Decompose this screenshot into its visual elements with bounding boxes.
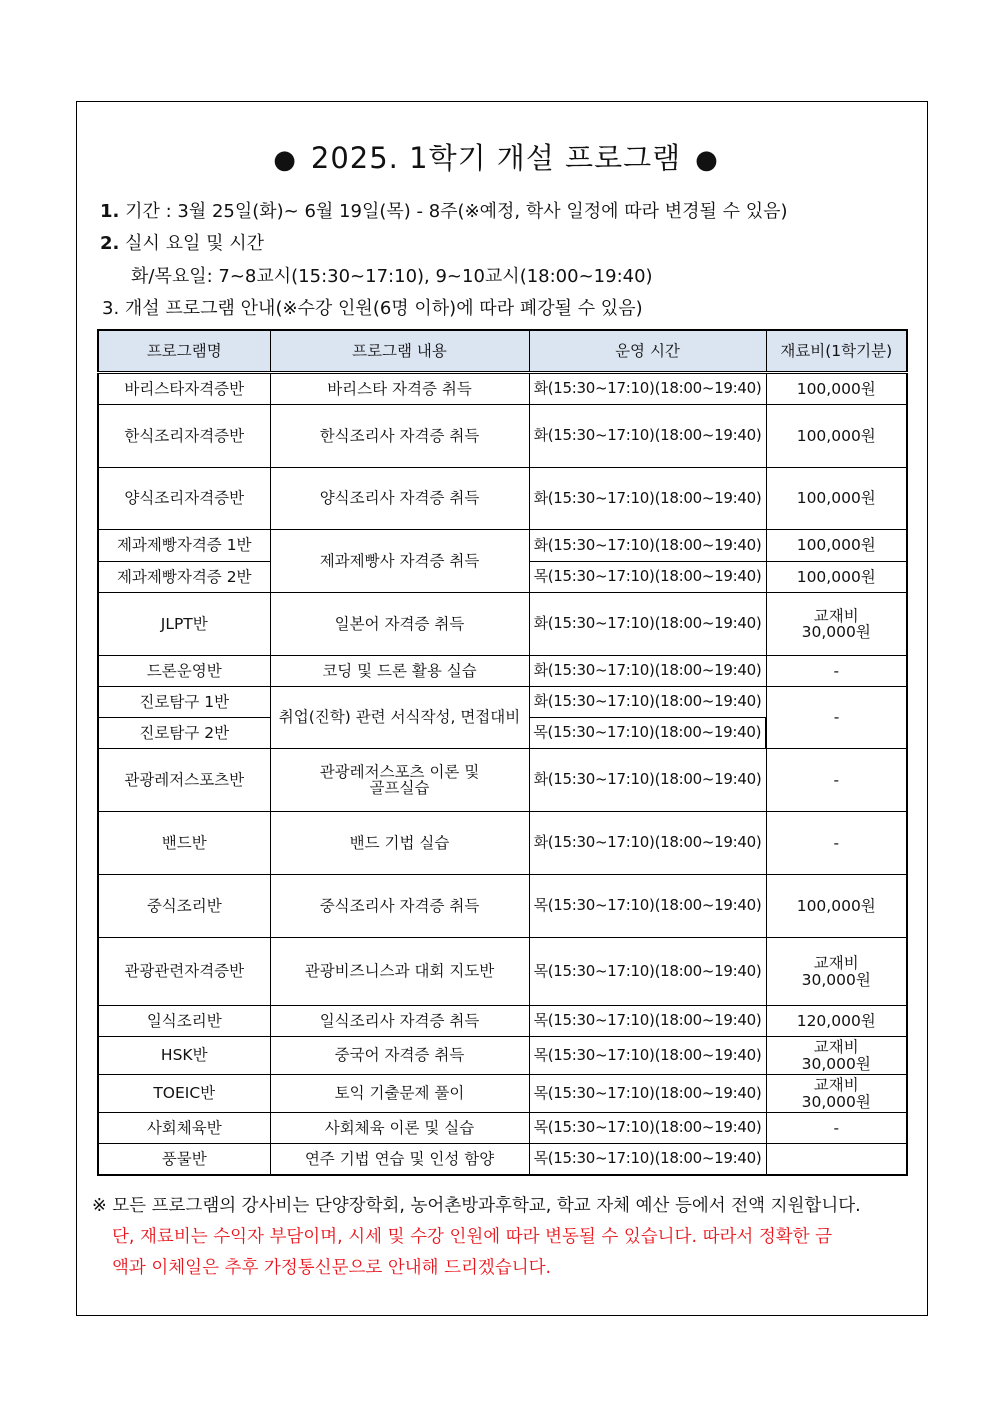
cell-fee: -: [766, 1113, 907, 1144]
cell-content: [270, 749, 529, 812]
cell-time: 목(15:30~17:10)(18:00~19:40): [529, 1075, 766, 1113]
cell-time: 화(15:30~17:10)(18:00~19:40): [529, 749, 766, 812]
cell-fee: [766, 1075, 907, 1113]
table-row: [98, 593, 907, 656]
cell-time: 화(15:30~17:10)(18:00~19:40): [529, 530, 766, 562]
table-row: [98, 938, 907, 1006]
cell-content: 연주 기법 연습 및 인성 함양: [270, 1144, 529, 1175]
cell-fee: [766, 938, 907, 1006]
cell-name: HSK반: [98, 1037, 270, 1075]
info-programs: 3. 개설 프로그램 안내(※수강 인원(6명 이하)에 따라 폐강될 수 있음): [102, 298, 643, 319]
info-period-text: 기간 : 3월 25일(화)~ 6월 19일(목) - 8주(※예정, 학사 일정에 따라 변경될 수 있음): [125, 201, 788, 222]
info-period: [100, 197, 788, 223]
cell-content: 바리스타 자격증 취득: [270, 373, 529, 405]
cell-content: 관광비즈니스과 대회 지도반: [270, 938, 529, 1006]
cell-fee: 100,000원: [766, 530, 907, 562]
cell-time: 목(15:30~17:10)(18:00~19:40): [529, 938, 766, 1006]
fee-amount: 30,000원: [801, 1092, 871, 1111]
info-schedule: [100, 229, 264, 255]
cell-content: 한식조리사 자격증 취득: [270, 405, 529, 468]
bullet-right-icon: ●: [695, 145, 719, 175]
cell-name: 진로탐구 1반: [98, 687, 270, 718]
table-row: [98, 1144, 907, 1175]
table-row: [98, 530, 907, 562]
cell-fee: 100,000원: [766, 562, 907, 593]
table-row: [98, 468, 907, 530]
cell-fee: -: [766, 687, 907, 749]
fee-amount: 30,000원: [801, 623, 871, 641]
cell-fee: [766, 1144, 907, 1175]
table-row: [98, 1006, 907, 1037]
table-row: [98, 373, 907, 405]
title-text: 2025. 1학기 개설 프로그램: [310, 141, 682, 175]
cell-name: 드론운영반: [98, 656, 270, 687]
cell-time: 목(15:30~17:10)(18:00~19:40): [529, 1006, 766, 1037]
cell-content: 일식조리사 자격증 취득: [270, 1006, 529, 1037]
cell-content: 사회체육 이론 및 실습: [270, 1113, 529, 1144]
cell-fee: -: [766, 812, 907, 875]
cell-content: 일본어 자격증 취득: [270, 593, 529, 656]
cell-content: 코딩 및 드론 활용 실습: [270, 656, 529, 687]
cell-name: JLPT반: [98, 593, 270, 656]
note-line-2: 단, 재료비는 수익자 부담이며, 시세 및 수강 인원에 따라 변동될 수 있습니다. 따라서 정확한 금: [112, 1227, 833, 1247]
funding-note: [92, 1191, 914, 1284]
cell-time: 목(15:30~17:10)(18:00~19:40): [529, 1113, 766, 1144]
cell-name: 중식조리반: [98, 875, 270, 938]
cell-time: 목(15:30~17:10)(18:00~19:40): [529, 1144, 766, 1175]
cell-fee: 100,000원: [766, 405, 907, 468]
cell-name: 진로탐구 2반: [98, 718, 270, 749]
cell-time: 화(15:30~17:10)(18:00~19:40): [529, 656, 766, 687]
cell-fee: 100,000원: [766, 373, 907, 405]
cell-time: 화(15:30~17:10)(18:00~19:40): [529, 593, 766, 656]
cell-fee: 100,000원: [766, 468, 907, 530]
cell-time: 화(15:30~17:10)(18:00~19:40): [529, 812, 766, 875]
cell-content: 중국어 자격증 취득: [270, 1037, 529, 1075]
table-row: [98, 875, 907, 938]
cell-time: 목(15:30~17:10)(18:00~19:40): [529, 1037, 766, 1075]
table-row: [98, 1113, 907, 1144]
cell-name: 풍물반: [98, 1144, 270, 1175]
table-header-row: [98, 330, 907, 373]
cell-name: 관광관련자격증반: [98, 938, 270, 1006]
cell-name: TOEIC반: [98, 1075, 270, 1113]
cell-fee: 120,000원: [766, 1006, 907, 1037]
cell-name: 관광레저스포츠반: [98, 749, 270, 812]
page-title: [0, 136, 992, 177]
info-number-1: 1.: [100, 201, 120, 222]
cell-content: 취업(진학) 관련 서식작성, 면접대비: [270, 687, 529, 749]
info-times: 화/목요일: 7~8교시(15:30~17:10), 9~10교시(18:00~19:40): [131, 266, 653, 287]
cell-fee: [766, 593, 907, 656]
table-row: [98, 405, 907, 468]
cell-fee: -: [766, 749, 907, 812]
table-row: [98, 1037, 907, 1075]
cell-name: 바리스타자격증반: [98, 373, 270, 405]
table-row: [98, 687, 907, 718]
cell-fee: [766, 1037, 907, 1075]
program-table: [97, 329, 908, 1176]
fee-label: 교재비: [813, 1038, 859, 1057]
fee-amount: 30,000원: [801, 970, 871, 989]
content-line-1: 관광레저스포츠 이론 및: [319, 762, 480, 781]
content-line-2: 골프실습: [369, 779, 430, 797]
cell-name: 일식조리반: [98, 1006, 270, 1037]
cell-name: 양식조리자격증반: [98, 468, 270, 530]
info-schedule-text: 실시 요일 및 시간: [125, 233, 264, 254]
table-row: [98, 749, 907, 812]
bullet-left-icon: ●: [273, 145, 297, 175]
cell-name: 한식조리자격증반: [98, 405, 270, 468]
cell-time: 목(15:30~17:10)(18:00~19:40): [529, 875, 766, 938]
header-content: 프로그램 내용: [270, 330, 529, 373]
header-name: 프로그램명: [98, 330, 270, 373]
cell-content: 토익 기출문제 풀이: [270, 1075, 529, 1113]
table-row: [98, 1075, 907, 1113]
note-line-3: 액과 이체일은 추후 가정통신문으로 안내해 드리겠습니다.: [112, 1258, 552, 1278]
cell-time: 화(15:30~17:10)(18:00~19:40): [529, 468, 766, 530]
cell-content: 밴드 기법 실습: [270, 812, 529, 875]
fee-label: 교재비: [813, 954, 859, 973]
cell-name: 밴드반: [98, 812, 270, 875]
cell-name: 제과제빵자격증 2반: [98, 562, 270, 593]
table-row: [98, 812, 907, 875]
cell-content: 제과제빵사 자격증 취득: [270, 530, 529, 593]
header-fee: 재료비(1학기분): [766, 330, 907, 373]
fee-amount: 30,000원: [801, 1054, 871, 1073]
cell-fee: 100,000원: [766, 875, 907, 938]
cell-content: 양식조리사 자격증 취득: [270, 468, 529, 530]
cell-time: 목(15:30~17:10)(18:00~19:40): [529, 718, 766, 749]
info-number-2: 2.: [100, 233, 120, 254]
cell-time: 화(15:30~17:10)(18:00~19:40): [529, 687, 766, 718]
cell-time: 화(15:30~17:10)(18:00~19:40): [529, 373, 766, 405]
cell-fee: -: [766, 656, 907, 687]
table-row: [98, 656, 907, 687]
fee-label: 교재비: [813, 606, 859, 625]
cell-time: 화(15:30~17:10)(18:00~19:40): [529, 405, 766, 468]
cell-name: 제과제빵자격증 1반: [98, 530, 270, 562]
cell-name: 사회체육반: [98, 1113, 270, 1144]
header-time: 운영 시간: [529, 330, 766, 373]
fee-label: 교재비: [813, 1076, 859, 1095]
note-line-1: ※ 모든 프로그램의 강사비는 단양장학회, 농어촌방과후학교, 학교 자체 예산 등에서 전액 지원합니다.: [92, 1196, 861, 1216]
cell-content: 중식조리사 자격증 취득: [270, 875, 529, 938]
cell-time: 목(15:30~17:10)(18:00~19:40): [529, 562, 766, 593]
